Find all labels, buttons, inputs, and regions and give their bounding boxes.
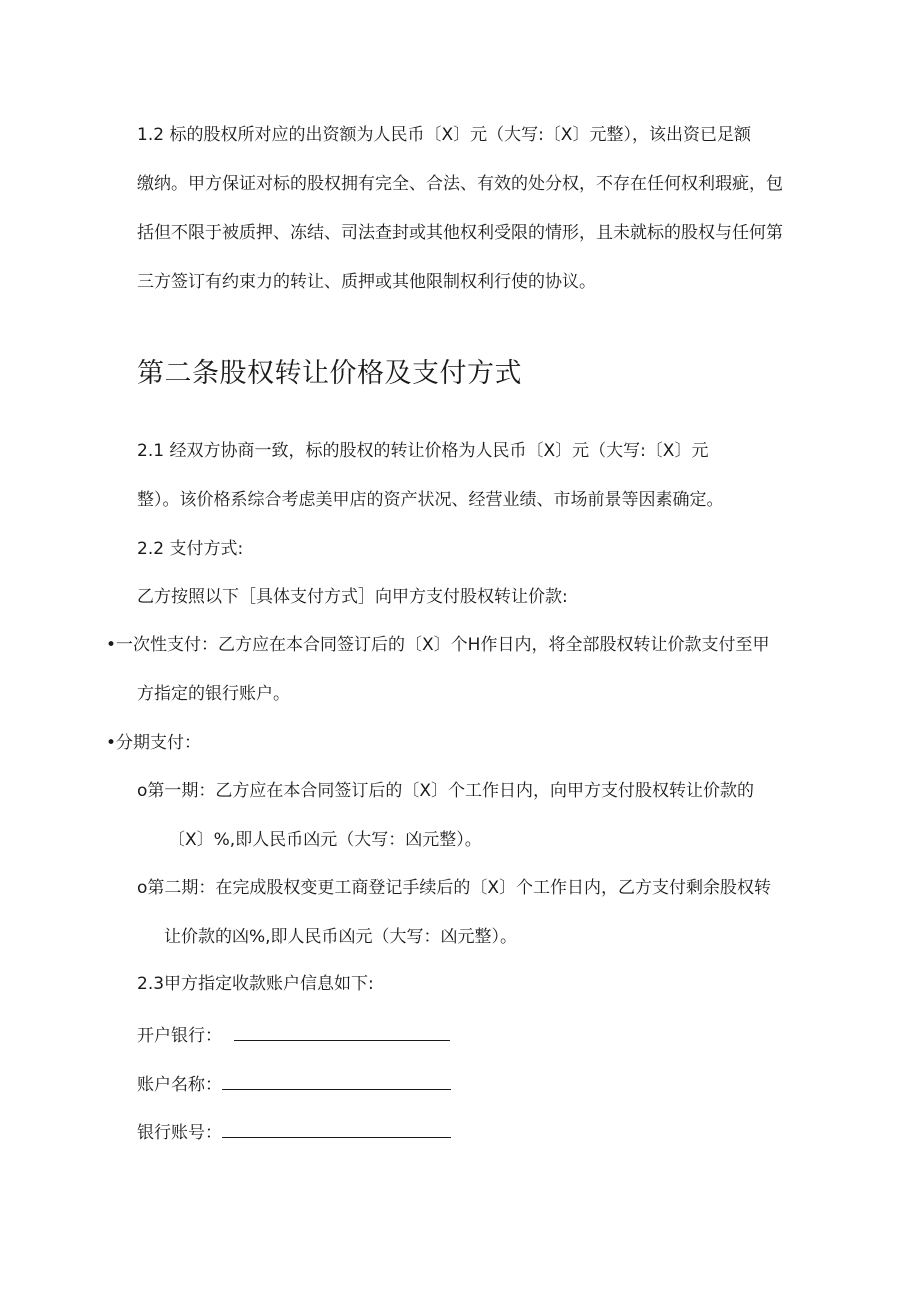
clause-1-2-line-2: 缴纳。甲方保证对标的股权拥有完全、合法、有效的处分权，不存在任何权利瑕疵，包 bbox=[137, 174, 783, 194]
clause-1-2-line-1: 1.2 标的股权所对应的出资额为人民币〔X〕元（大写:〔X〕元整），该出资已足额 bbox=[137, 125, 751, 145]
account-name-field[interactable] bbox=[222, 1071, 451, 1090]
installment-label: •分期支付： bbox=[106, 733, 202, 753]
installment-2-line-1: o第二期：在完成股权变更工商登记手续后的〔X〕个工作日内，乙方支付剩余股权转 bbox=[137, 878, 772, 898]
account-name-row bbox=[137, 1071, 451, 1096]
installment-1-line-2: 〔X〕%,即人民币凶元（大写：凶元整）。 bbox=[168, 830, 482, 850]
account-number-label: 银行账号： bbox=[137, 1123, 222, 1143]
account-number-field[interactable] bbox=[222, 1119, 451, 1138]
installment-2-line-2: 让价款的凶%,即人民币凶元（大写：凶元整）。 bbox=[164, 927, 518, 947]
clause-1-2-line-4: 三方签订有约束力的转让、质押或其他限制权利行使的协议。 bbox=[137, 272, 596, 292]
clause-2-1-line-1: 2.1 经双方协商一致，标的股权的转让价格为人民币〔X〕元（大写:〔X〕元 bbox=[137, 441, 709, 461]
lump-sum-line-1: •一次性支付：乙方应在本合同签订后的〔X〕个H作日内，将全部股权转让价款支付至甲 bbox=[106, 635, 770, 655]
account-number-row bbox=[137, 1119, 451, 1144]
payment-intro: 乙方按照以下［具体支付方式］向甲方支付股权转让价款: bbox=[137, 587, 568, 607]
clause-2-1-line-2: 整）。该价格系综合考虑美甲店的资产状况、经营业绩、市场前景等因素确定。 bbox=[137, 490, 724, 510]
clause-2-3: 2.3甲方指定收款账户信息如下: bbox=[137, 974, 374, 994]
clause-1-2-line-3: 括但不限于被质押、冻结、司法查封或其他权利受限的情形，且未就标的股权与任何第 bbox=[137, 223, 783, 243]
clause-2-2: 2.2 支付方式: bbox=[137, 539, 244, 559]
section-2-heading: 第二条股权转让价格及支付方式 bbox=[137, 358, 522, 389]
account-name-label: 账户名称： bbox=[137, 1075, 222, 1095]
installment-1-line-1: o第一期：乙方应在本合同签订后的〔X〕个工作日内，向甲方支付股权转让价款的 bbox=[137, 781, 755, 801]
lump-sum-line-2: 方指定的银行账户。 bbox=[137, 684, 290, 704]
bank-name-field[interactable] bbox=[234, 1022, 450, 1041]
bank-name-row bbox=[137, 1022, 450, 1047]
bank-name-label: 开户银行： bbox=[137, 1026, 222, 1046]
